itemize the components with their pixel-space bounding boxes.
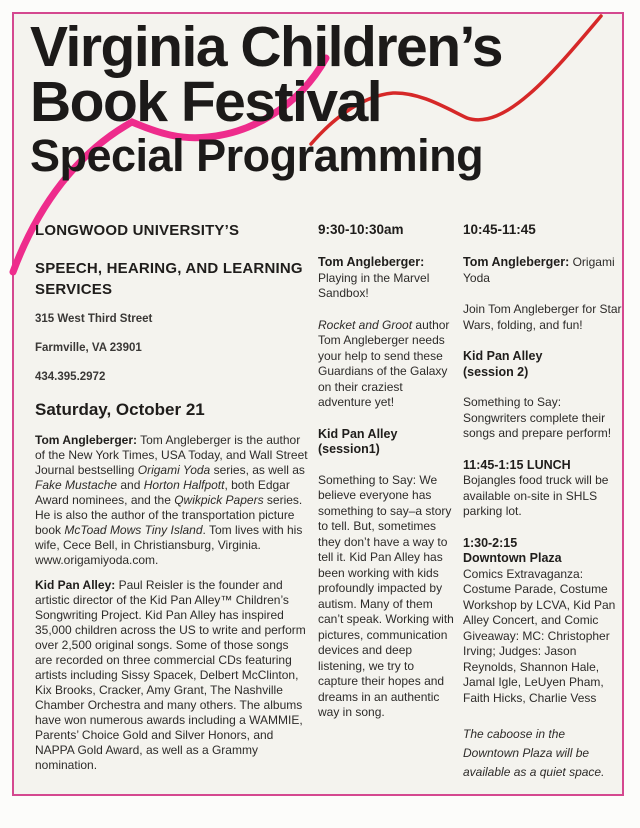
org-name: LONGWOOD UNIVERSITY’S <box>35 222 240 239</box>
lunch-block: 11:45-1:15 LUNCH Bojangles food truck will be available on-site in SHLS parking lot. <box>463 457 609 518</box>
event-date-heading: Saturday, October 21 <box>35 400 205 419</box>
session2-description: Something to Say: Songwriters complete their songs and prepare perform! <box>463 395 612 440</box>
phone-number: 434.395.2972 <box>35 371 106 383</box>
kid-pan-alley-bio: Kid Pan Alley: Paul Reisler is the founder and artistic director of the Kid Pan Alley™ Children’s Songwriting Project. Kid Pan Alley has inspired 35,000 children across the US to write and perform over 2,500 original songs. Some of those songs are recorded on three commercial CDs featuring artists including Sissy Spacek, Delbert McClinton, Kix Brooks, Cracker, Amy Grant, The Nashville Chamber Orchestra and many others. The albums have won numerous awards including a WAMMIE, Parents’ Choice Gold and Silver Honors, and NAPPA Gold Award, as well as a Grammy nomination. <box>35 578 306 772</box>
marvel-sandbox-description: Rocket and Groot author Tom Angleberger needs your help to send these Guardians of the Galaxy on their craziest adventure yet! <box>318 317 450 409</box>
middle-column <box>318 222 454 737</box>
event-kid-pan-alley-2: Kid Pan Alley (session 2) <box>463 349 543 379</box>
something-to-say-description: Something to Say: We believe everyone has something to say–a story to tell. But, sometimes they don’t have a way to tell it. Kid Pan Alley has been working with kids profoundly impacted by autism. Many of them can’t speak. Working with pictures, communication devices and deep listening, we try to capture their hopes and dreams in an authentic way in song. <box>318 472 454 719</box>
session-time-1045: 10:45-11:45 <box>463 222 536 237</box>
event-marvel-sandbox: Tom Angleberger: Playing in the Marvel Sandbox! <box>318 255 430 300</box>
title-line-3: Special Programming <box>30 130 484 181</box>
origami-yoda-description: Join Tom Angleberger for Star Wars, folding, and fun! <box>463 302 622 332</box>
right-column <box>463 222 623 798</box>
org-department: SPEECH, HEARING, AND LEARNING SERVICES <box>35 260 303 298</box>
flyer-title <box>30 15 502 182</box>
title-line-1: Virginia Children’s <box>30 15 502 79</box>
event-kid-pan-alley-1: Kid Pan Alley (session1) <box>318 426 398 456</box>
event-origami-yoda: Tom Angleberger: Origami Yoda <box>463 255 615 285</box>
afternoon-block: 1:30-2:15 Downtown Plaza Comics Extravaganza: Costume Parade, Costume Workshop by LCVA, Kid Pan Alley Concert, and Comic Giveaway: MC: Christopher Irving; Judges: Jason Reynolds, Shannon Hale, Jamal Igle, LeUyen Pham, Faith Hicks, Charlie Vess <box>463 535 616 705</box>
tom-angleberger-bio: Tom Angleberger: Tom Angleberger is the author of the New York Times, USA Today, and Wall Street Journal bestselling Origami Yoda series, as well as Fake Mustache and Horton Halfpott, both Edgar Award nominees, and the Qwikpick Papers series. He is also the author of the transportation picture book McToad Mows Tiny Island. Tom lives with his wife, Cece Bell, in Christiansburg, Virginia. www.origamiyoda.com. <box>35 433 308 567</box>
quiet-space-note: The caboose in the Downtown Plaza will be available as a quiet space. <box>463 727 605 779</box>
left-column <box>35 220 308 783</box>
title-line-2: Book Festival <box>30 70 382 134</box>
street-address: 315 West Third Street <box>35 313 153 325</box>
session-time-930: 9:30-10:30am <box>318 222 404 237</box>
city-address: Farmville, VA 23901 <box>35 342 142 354</box>
